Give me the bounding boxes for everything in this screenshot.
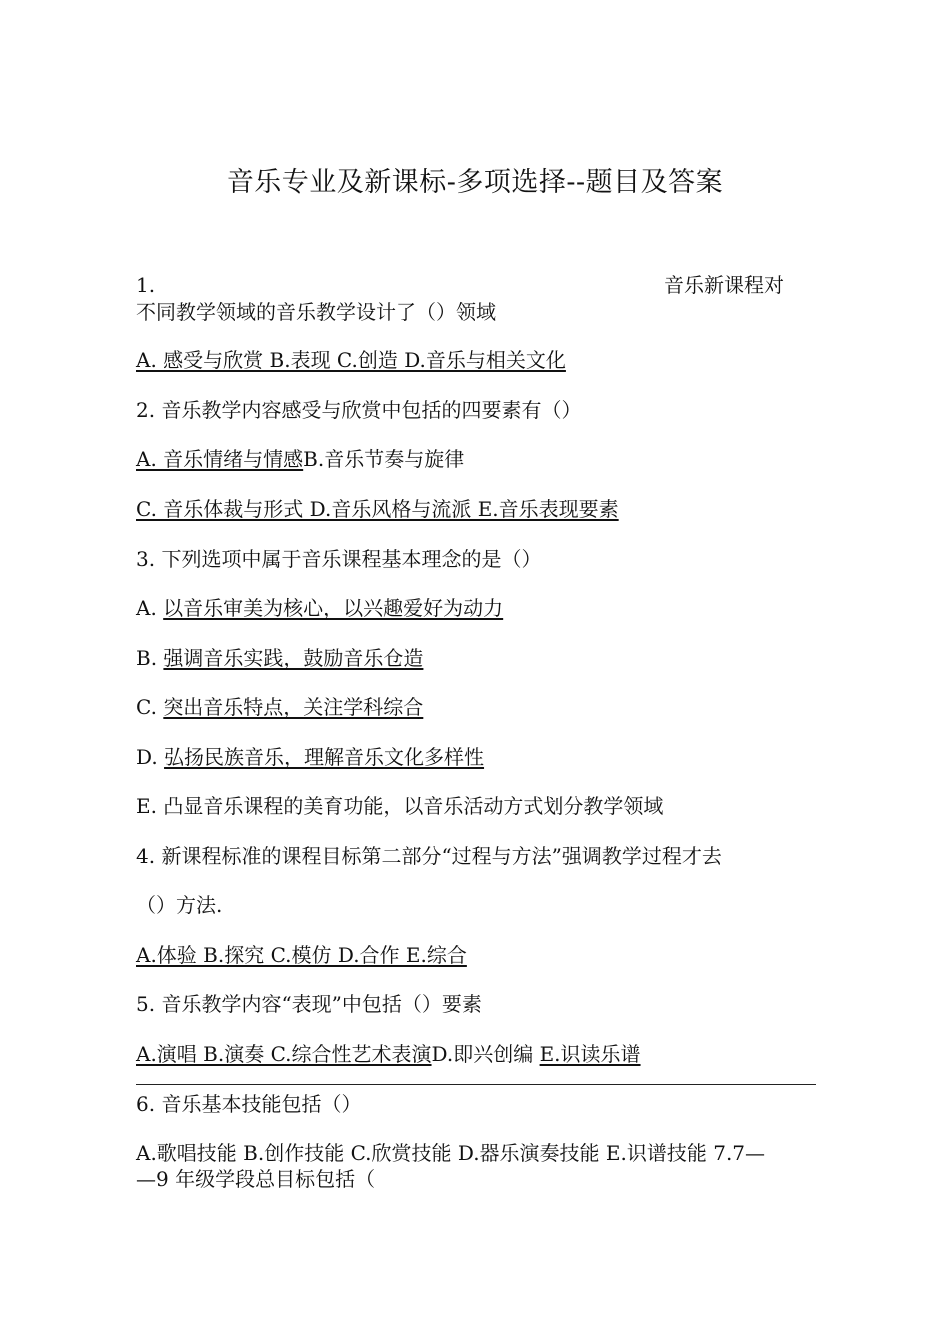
q2-answer-line1 xyxy=(136,445,464,473)
q5-answer-e: E.识读乐谱 xyxy=(539,1042,641,1066)
option-text: 凸显音乐课程的美育功能，以音乐活动方式划分教学领域 xyxy=(163,794,664,818)
q1-text-right: 音乐新课程对 xyxy=(664,273,784,297)
q3-option-e xyxy=(136,792,663,820)
option-text: 突出音乐特点，关注学科综合 xyxy=(163,695,424,719)
q3-option-b xyxy=(136,644,423,672)
q1-text-cont: 不同教学领域的音乐教学设计了（）领域 xyxy=(136,300,496,324)
q5-answer-d: D.即兴创编 xyxy=(431,1042,534,1066)
q5-answer xyxy=(136,1040,641,1068)
option-text: 强调音乐实践，鼓励音乐仓造 xyxy=(163,646,424,670)
q6-answer-line2: —9 年级学段总目标包括（ xyxy=(136,1167,376,1191)
option-label: B. xyxy=(136,646,164,670)
q5-answer-abc: A.演唱 B.演奏 C.综合性艺术表演 xyxy=(136,1042,432,1066)
q2-answer-line2: C. 音乐体裁与形式 D.音乐风格与流派 E.音乐表现要素 xyxy=(136,497,619,521)
q2-option-b: B.音乐节奏与旋律 xyxy=(303,447,465,471)
q3-option-d xyxy=(136,743,484,771)
option-text: 以音乐审美为核心，以兴趣爱好为动力 xyxy=(163,596,504,620)
horizontal-rule xyxy=(136,1084,816,1085)
q3-text: 3. 下列选项中属于音乐课程基本理念的是（） xyxy=(136,547,542,571)
q6-answer-line1: A.歌唱技能 B.创作技能 C.欣赏技能 D.器乐演奏技能 E.识谱技能 7.7— xyxy=(136,1141,766,1165)
q4-answer: A.体验 B.探究 C.模仿 D.合作 E.综合 xyxy=(136,943,467,967)
q3-option-c xyxy=(136,693,423,721)
document-title: 音乐专业及新课标-多项选择--题目及答案 xyxy=(226,167,724,198)
option-label: A. xyxy=(136,596,164,620)
option-text: 弘扬民族音乐，理解音乐文化多样性 xyxy=(164,745,485,769)
q3-option-a xyxy=(136,594,503,622)
q4-text: 4. 新课程标准的课程目标第二部分“过程与方法”强调教学过程才去 xyxy=(136,844,722,868)
q1-number: 1. xyxy=(136,273,156,297)
option-label: D. xyxy=(136,745,165,769)
option-label: C. xyxy=(136,695,164,719)
q2-text: 2. 音乐教学内容感受与欣赏中包括的四要素有（） xyxy=(136,398,582,422)
q2-option-a: A. 音乐情绪与情感 xyxy=(136,447,304,471)
option-label: E. xyxy=(136,794,164,818)
q6-text: 6. 音乐基本技能包括（） xyxy=(136,1092,362,1116)
q1-answer: A. 感受与欣赏 B.表现 C.创造 D.音乐与相关文化 xyxy=(136,348,566,372)
q4-text-cont: （）方法. xyxy=(136,893,223,917)
q5-text: 5. 音乐教学内容“表现”中包括（）要素 xyxy=(136,992,482,1016)
